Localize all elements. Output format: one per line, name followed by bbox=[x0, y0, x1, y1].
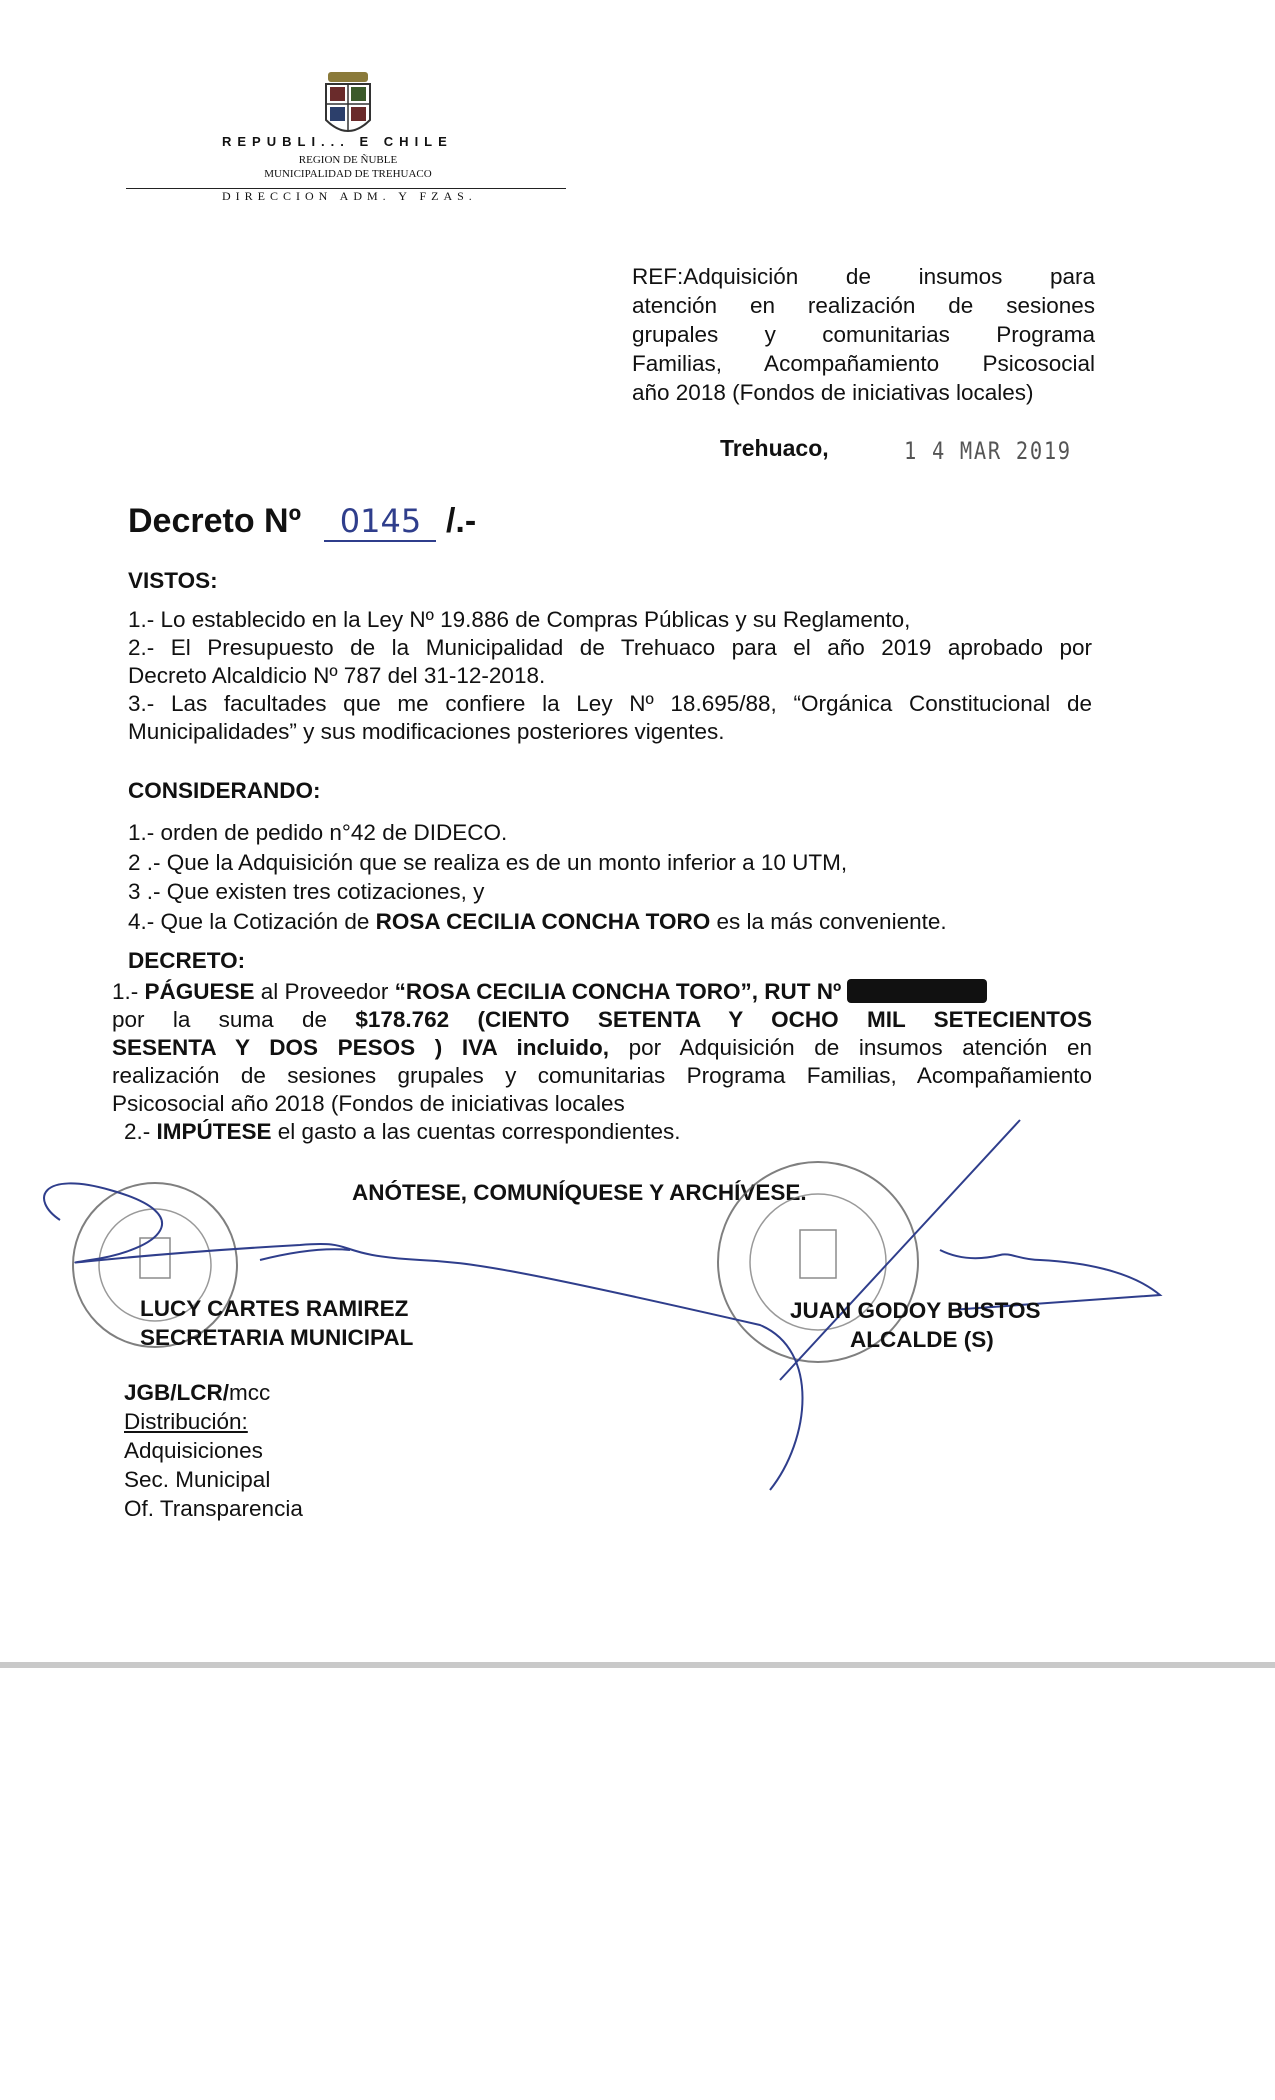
header-department: DIRECCION ADM. Y FZAS. bbox=[222, 189, 477, 203]
decree-label: Decreto Nº bbox=[128, 502, 302, 540]
decreto-line-2 bbox=[112, 1006, 1092, 1034]
decreto-p2-verb: IMPÚTESE bbox=[156, 1119, 272, 1144]
page-bottom-edge bbox=[0, 1662, 1275, 1668]
decreto-line-3 bbox=[112, 1034, 1092, 1062]
decree-suffix: /.- bbox=[445, 502, 477, 540]
initials-rest: mcc bbox=[229, 1380, 271, 1405]
considerando-list bbox=[128, 818, 1092, 936]
distribution-item: Adquisiciones bbox=[124, 1438, 263, 1463]
right-signatory-title: ALCALDE (S) bbox=[850, 1327, 994, 1352]
header-region: REGION DE ÑUBLE bbox=[298, 154, 398, 166]
initials bbox=[124, 1378, 303, 1407]
initials-bold: JGB/LCR/ bbox=[124, 1380, 230, 1405]
place-label: Trehuaco, bbox=[720, 435, 829, 461]
reference-line: atención en realización de sesiones bbox=[632, 293, 1095, 318]
decreto-line-4: realización de sesiones grupales y comunitarias Programa Familias, Acompañamiento bbox=[112, 1063, 1092, 1088]
decreto-line3-text: por Adquisición de insumos atención en bbox=[609, 1035, 1093, 1060]
reference-line: grupales y comunitarias Programa bbox=[632, 322, 1095, 347]
decreto-p1-verb: PÁGUESE bbox=[144, 979, 255, 1004]
distribution-label: Distribución: bbox=[124, 1409, 248, 1434]
distribution-item: Sec. Municipal bbox=[124, 1467, 271, 1492]
vistos-list bbox=[128, 606, 1092, 746]
decreto-amount-cont: SESENTA Y DOS PESOS ) IVA incluido, bbox=[112, 1035, 609, 1060]
reference-line: Familias, Acompañamiento Psicosocial bbox=[632, 351, 1095, 376]
header-municipality: MUNICIPALIDAD DE TREHUACO bbox=[264, 168, 432, 180]
closing-formula: ANÓTESE, COMUNÍQUESE Y ARCHÍVESE. bbox=[352, 1180, 807, 1205]
decreto-line-5: Psicosocial año 2018 (Fondos de iniciativas locales bbox=[112, 1091, 625, 1116]
vistos-item: 2.- El Presupuesto de la Municipalidad de Trehuaco para el año 2019 aprobado por bbox=[128, 635, 1092, 660]
vistos-heading: VISTOS: bbox=[128, 568, 218, 593]
considerando-heading: CONSIDERANDO: bbox=[128, 778, 321, 803]
decreto-p2-number: 2.- bbox=[124, 1119, 157, 1144]
date-stamp: 1 4 MAR 2019 bbox=[904, 437, 1072, 465]
decree-title bbox=[128, 502, 476, 542]
vistos-item: 1.- Lo establecido en la Ley Nº 19.886 de Compras Públicas y su Reglamento, bbox=[128, 607, 911, 632]
vistos-item: 3.- Las facultades que me confiere la Ley Nº 18.695/88, “Orgánica Constitucional de bbox=[128, 691, 1092, 716]
rut-redaction bbox=[847, 979, 987, 1003]
reference-block bbox=[632, 262, 1095, 407]
left-signatory-title: SECRETARIA MUNICIPAL bbox=[140, 1325, 414, 1350]
reference-line: REF:Adquisición de insumos para bbox=[632, 264, 1095, 289]
footer-block bbox=[124, 1378, 303, 1523]
considerando-item: 3 .- Que existen tres cotizaciones, y bbox=[128, 879, 485, 904]
decreto-heading: DECRETO: bbox=[128, 948, 246, 973]
decreto-p2-text: el gasto a las cuentas correspondientes. bbox=[271, 1119, 681, 1144]
considerando-item: 2 .- Que la Adquisición que se realiza es de un monto inferior a 10 UTM, bbox=[128, 849, 848, 875]
decreto-p1-number: 1.- bbox=[112, 979, 145, 1004]
vistos-item: Municipalidades” y sus modificaciones posteriores vigentes. bbox=[128, 719, 725, 744]
considerando-item bbox=[128, 907, 1092, 937]
decreto-provider: “ROSA CECILIA CONCHA TORO”, RUT Nº bbox=[394, 979, 842, 1004]
vistos-item: Decreto Alcaldicio Nº 787 del 31-12-2018. bbox=[128, 663, 546, 688]
considerando-item4-prefix: 4.- Que la Cotización de bbox=[128, 908, 376, 934]
considerando-item4-suffix: es la más conveniente. bbox=[710, 908, 947, 934]
reference-line: año 2018 (Fondos de iniciativas locales) bbox=[632, 380, 1034, 405]
decreto-line-1 bbox=[112, 978, 1092, 1006]
provider-name: ROSA CECILIA CONCHA TORO bbox=[375, 908, 711, 934]
header-country: REPUBLI... E CHILE bbox=[222, 134, 453, 149]
decreto-amount: $178.762 (CIENTO SETENTA Y OCHO MIL SETECIENTOS bbox=[355, 1007, 1092, 1032]
left-municipal-stamp bbox=[73, 1183, 237, 1347]
decree-number: 0145 bbox=[324, 502, 436, 542]
decreto-p1-text: al Proveedor bbox=[254, 979, 395, 1004]
considerando-item: 1.- orden de pedido n°42 de DIDECO. bbox=[128, 820, 508, 845]
decreto-line2-text: por la suma de bbox=[112, 1007, 356, 1032]
right-signatory-name: JUAN GODOY BUSTOS bbox=[790, 1298, 1041, 1323]
left-signatory-name: LUCY CARTES RAMIREZ bbox=[140, 1296, 409, 1321]
distribution-item: Of. Transparencia bbox=[124, 1496, 303, 1521]
